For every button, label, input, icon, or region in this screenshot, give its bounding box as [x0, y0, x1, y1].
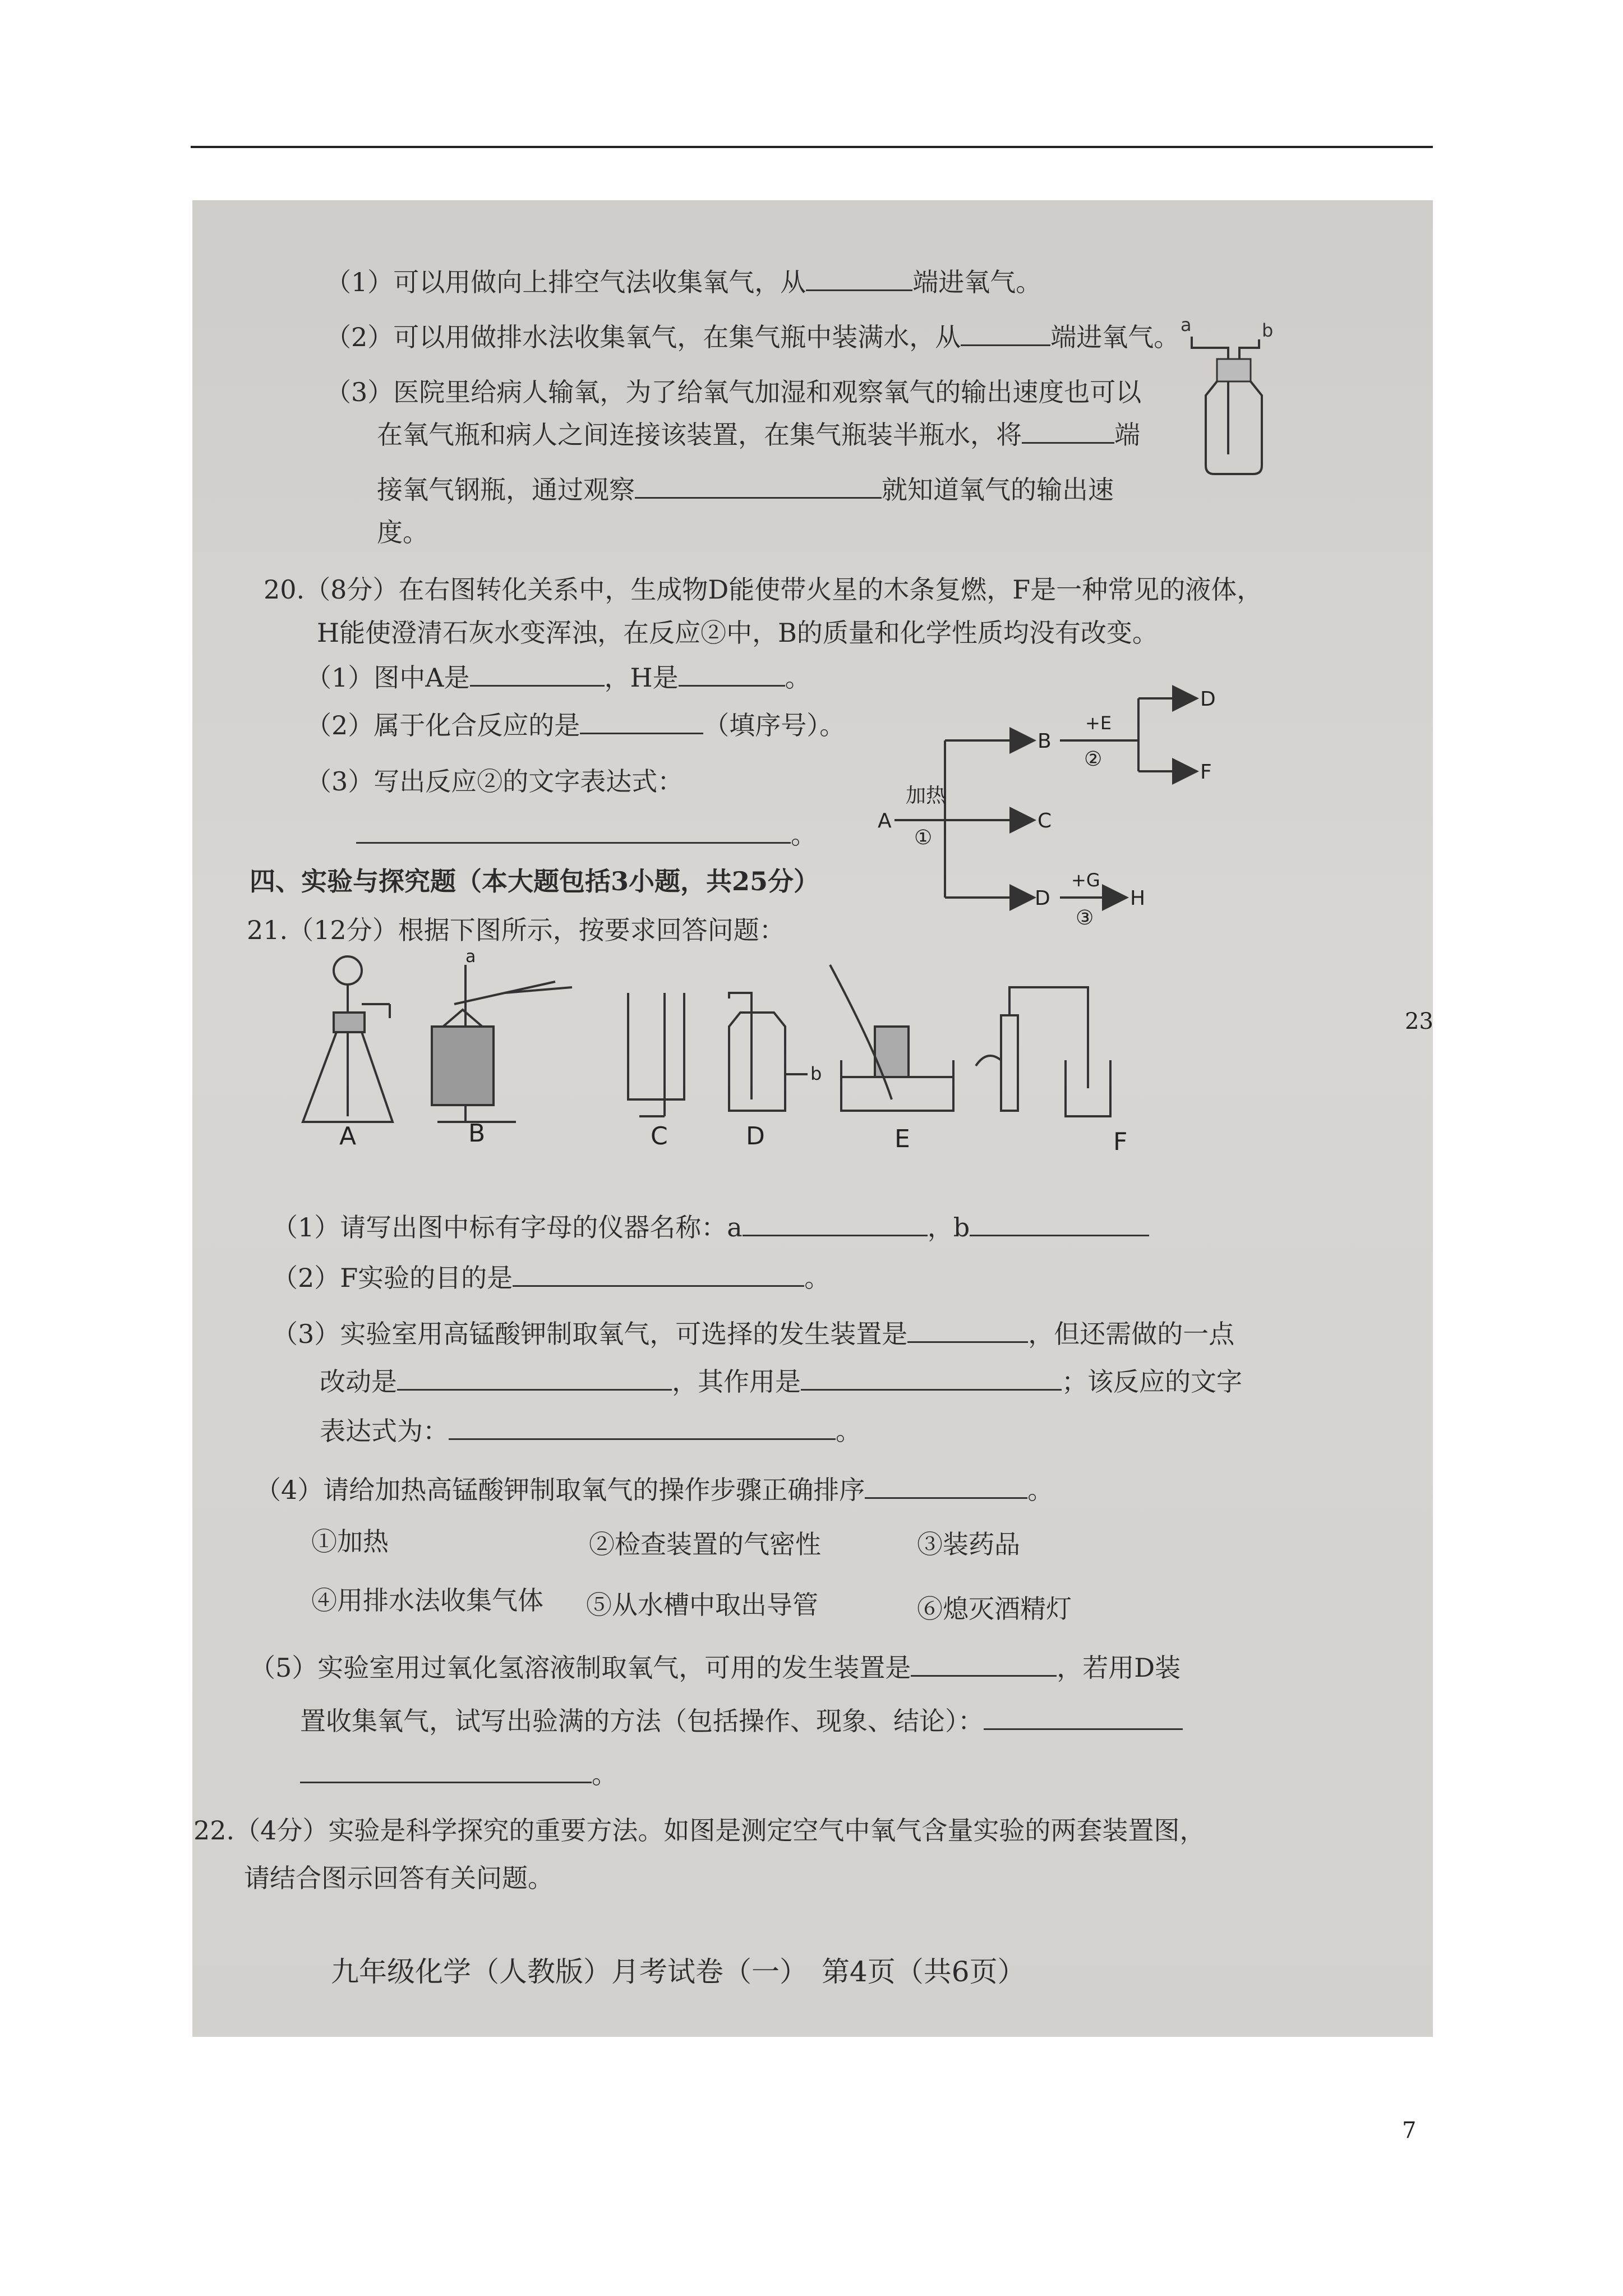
q19-line-4 — [377, 422, 1140, 448]
q21-part-5-line-2 — [300, 1708, 1183, 1734]
label-r2: ② — [1084, 748, 1103, 771]
q19-l1-text: （1）可以用做向上排空气法收集氧气，从 — [325, 267, 806, 297]
q21-part-3-line-2 — [320, 1366, 1242, 1397]
label-plusG: +G — [1071, 869, 1100, 891]
q19-line-6: 度。 — [377, 517, 428, 547]
side-number: 23 — [1405, 1009, 1433, 1034]
q20-l3a-text: （1）图中A是 — [306, 662, 470, 693]
q19-l4-text: 在氧气瓶和病人之间连接该装置，在集气瓶装半瓶水，将 — [377, 420, 1022, 450]
apparatus-B-stand — [432, 965, 572, 1122]
q20-l3c-text: 。 — [785, 662, 811, 693]
q19-l5-text: 接氧气钢瓶，通过观察 — [377, 475, 635, 505]
q21-step-4: ④用排水法收集气体 — [311, 1585, 543, 1616]
apparatus-label-C: C — [651, 1122, 668, 1150]
apparatus-C-bottle — [628, 993, 684, 1116]
q21-step-1: ①加热 — [311, 1526, 389, 1557]
q20-l3b-text: ，H是 — [604, 662, 679, 693]
q21-blank-3 — [513, 1280, 804, 1287]
q20-l6-text: 。 — [791, 820, 817, 850]
q21-p3f-text: 表达式为： — [320, 1416, 449, 1446]
q21-p5c-text: 置收集氧气，试写出验满的方法（包括操作、现象、结论）： — [300, 1706, 984, 1736]
q19-blank-3 — [1022, 436, 1114, 444]
mark-b: b — [810, 1063, 822, 1084]
q21-p3c-text: 改动是 — [320, 1366, 397, 1397]
q21-p5b-text: ，若用D装 — [1057, 1653, 1181, 1683]
fig-label-a: a — [1181, 314, 1192, 335]
apparatus-D-bottle — [729, 993, 808, 1111]
section-4-heading: 四、实验与探究题（本大题包括3小题，共25分） — [250, 866, 820, 896]
q21-p2a-text: （2）F实验的目的是 — [272, 1263, 513, 1293]
page-number: 7 — [1402, 2118, 1417, 2143]
node-H: H — [1130, 887, 1146, 910]
q20-line-3 — [306, 662, 811, 693]
q19-l5b-text: 就知道氧气的输出速 — [882, 475, 1114, 505]
q21-part-3-line-3 — [320, 1418, 861, 1444]
q21-p1b-text: ，b — [927, 1212, 970, 1243]
q21-step-6: ⑥熄灭酒精灯 — [917, 1594, 1072, 1624]
q21-part-4 — [255, 1477, 1053, 1503]
q21-p5a-text: （5）实验室用过氧化氢溶液制取氧气，可用的发生装置是 — [250, 1653, 911, 1683]
q19-line-5 — [377, 477, 1114, 503]
q21-p3g-text: 。 — [836, 1416, 861, 1446]
q21-p3e-text: ；该反应的文字 — [1062, 1366, 1242, 1397]
apparatus-E-trough — [830, 965, 953, 1111]
q19-l1b-text: 端进氧气。 — [912, 267, 1042, 297]
q21-part-1 — [272, 1212, 1149, 1243]
q19-blank-1 — [806, 284, 912, 291]
apparatus-label-A: A — [339, 1122, 357, 1150]
q21-p1a-text: （1）请写出图中标有字母的仪器名称：a — [272, 1212, 743, 1243]
label-r1: ① — [914, 826, 933, 849]
q21-part-2 — [272, 1265, 830, 1291]
q22-line-1: 22.（4分）实验是科学探究的重要方法。如图是测定空气中氧气含量实验的两套装置图， — [193, 1815, 1206, 1846]
reaction-diagram — [872, 668, 1265, 954]
apparatus-label-F: F — [1113, 1128, 1128, 1150]
q21-p3d-text: ，其作用是 — [672, 1366, 801, 1397]
q21-step-2: ②检查装置的气密性 — [589, 1529, 821, 1559]
q19-blank-2 — [961, 339, 1050, 346]
q20-line-2: H能使澄清石灰水变浑浊，在反应②中，B的质量和化学性质均没有改变。 — [317, 618, 1158, 648]
q20-blank-2 — [679, 679, 785, 687]
q21-blank-10 — [984, 1723, 1183, 1730]
mark-a: a — [465, 948, 476, 967]
q19-l2b-text: 端进氧气。 — [1050, 322, 1180, 352]
apparatus-figures — [292, 948, 1189, 1150]
q20-l4a-text: （2）属于化合反应的是 — [306, 710, 580, 740]
q21-blank-4 — [907, 1336, 1028, 1343]
q21-p4a-text: （4）请给加热高锰酸钾制取氧气的操作步骤正确排序 — [255, 1475, 865, 1505]
q22-line-2: 请结合图示回答有关问题。 — [244, 1863, 554, 1893]
q21-part-5 — [250, 1655, 1181, 1681]
q21-blank-9 — [911, 1669, 1057, 1677]
q21-p3a-text: （3）实验室用高锰酸钾制取氧气，可选择的发生装置是 — [272, 1319, 908, 1349]
label-plusE: +E — [1085, 712, 1112, 734]
q21-blank-6 — [801, 1383, 1062, 1391]
apparatus-label-D: D — [746, 1122, 765, 1150]
q20-blank-3 — [580, 727, 703, 734]
node-A: A — [878, 809, 892, 832]
q20-blank-4 — [356, 836, 791, 844]
header-rule — [191, 146, 1433, 148]
q21-blank-8 — [865, 1492, 1027, 1499]
q21-blank-11 — [300, 1776, 592, 1783]
q21-blank-2 — [970, 1229, 1149, 1236]
apparatus-label-B: B — [468, 1119, 486, 1148]
apparatus-F-check — [976, 987, 1110, 1116]
q20-line-5: （3）写出反应②的文字表达式： — [306, 766, 684, 797]
q21-intro: 21.（12分）根据下图所示，按要求回答问题： — [247, 915, 785, 945]
q19-blank-4 — [635, 491, 882, 499]
q20-blank-1 — [470, 679, 605, 687]
q21-blank-5 — [397, 1383, 672, 1391]
apparatus-label-E: E — [895, 1125, 910, 1150]
q19-l2-text: （2）可以用做排水法收集氧气，在集气瓶中装满水，从 — [325, 322, 961, 352]
apparatus-A-flask — [303, 956, 393, 1122]
q21-step-3: ③装药品 — [917, 1529, 1020, 1559]
q20-line-1: 20.（8分）在右图转化关系中，生成物D能使带火星的木条复燃，F是一种常见的液体， — [264, 574, 1263, 605]
q21-part-5-line-3 — [300, 1761, 617, 1787]
fig-label-b: b — [1262, 320, 1274, 341]
node-D-lower: D — [1035, 887, 1050, 910]
q19-l4b-text: 端 — [1114, 420, 1140, 450]
q19-line-1 — [325, 269, 1041, 295]
q20-line-6 — [356, 822, 817, 848]
q21-step-5: ⑤从水槽中取出导管 — [586, 1590, 818, 1620]
q20-line-4 — [306, 712, 845, 738]
q21-blank-1 — [743, 1229, 928, 1236]
label-heat: 加热 — [906, 784, 947, 807]
q21-part-3 — [272, 1321, 1234, 1347]
q19-line-2 — [325, 324, 1179, 350]
q19-line-3: （3）医院里给病人输氧，为了给氧气加湿和观察氧气的输出速度也可以 — [325, 377, 1142, 407]
node-D-upper: D — [1200, 688, 1216, 711]
node-C: C — [1038, 809, 1052, 832]
node-F: F — [1200, 761, 1212, 784]
q21-p4b-text: 。 — [1027, 1475, 1054, 1505]
exam-footer: 九年级化学（人教版）月考试卷（一） 第4页（共6页） — [331, 1955, 1026, 1988]
node-B: B — [1038, 730, 1052, 753]
q20-l4b-text: （填序号）。 — [703, 710, 846, 740]
gas-bottle-figure — [1178, 314, 1290, 477]
label-r3: ③ — [1076, 907, 1094, 930]
q21-p5d-text: 。 — [592, 1759, 617, 1789]
q21-p2b-text: 。 — [804, 1263, 831, 1293]
q21-blank-7 — [449, 1433, 836, 1440]
q21-p3b-text: ，但还需做的一点 — [1028, 1319, 1235, 1349]
